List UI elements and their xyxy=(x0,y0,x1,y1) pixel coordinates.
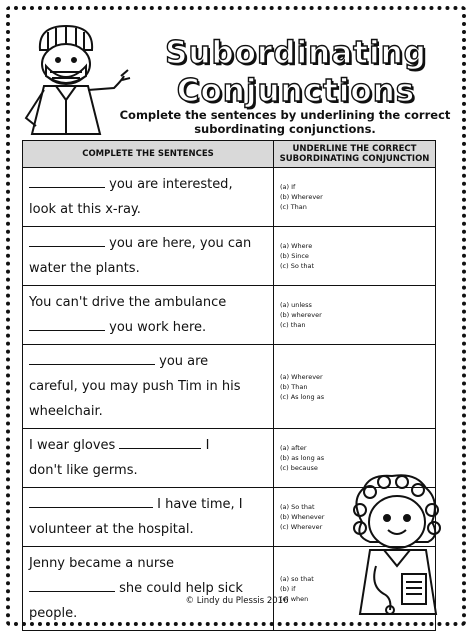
table-row xyxy=(23,488,436,547)
sentence-text: water the plants. xyxy=(29,261,140,276)
sentence-cell xyxy=(23,227,274,286)
table-row xyxy=(23,286,436,345)
option-a[interactable]: (a) unless xyxy=(280,301,312,309)
option-a[interactable]: (a) So that xyxy=(280,503,315,511)
answer-blank[interactable] xyxy=(29,234,105,247)
option-b[interactable]: (b) Wherever xyxy=(280,193,323,201)
sentence-text: people. xyxy=(29,606,78,621)
col-header-sentences: COMPLETE THE SENTENCES xyxy=(23,141,274,168)
options-cell xyxy=(274,429,436,488)
option-a[interactable]: (a) If xyxy=(280,183,296,191)
sentence-text: don't like germs. xyxy=(29,463,138,478)
options-cell xyxy=(274,286,436,345)
sentence-text: you work here. xyxy=(109,320,207,335)
table-row xyxy=(23,429,436,488)
option-b[interactable]: (b) Since xyxy=(280,252,309,260)
sentence-text: you are here, you can xyxy=(109,236,252,251)
options-cell xyxy=(274,227,436,286)
sentence-text: wheelchair. xyxy=(29,404,103,419)
sentence-text: you are interested, xyxy=(109,177,233,192)
sentence-cell xyxy=(23,286,274,345)
option-b[interactable]: (b) if xyxy=(280,584,296,593)
sentence-cell xyxy=(23,429,274,488)
option-b[interactable]: (b) Whenever xyxy=(280,513,325,521)
sentence-cell xyxy=(23,488,274,547)
table-row xyxy=(23,547,436,631)
option-c[interactable]: (c) As long as xyxy=(280,392,325,401)
option-c[interactable]: (c) So that xyxy=(280,262,315,270)
option-b[interactable]: (b) wherever xyxy=(280,311,322,319)
answer-blank[interactable] xyxy=(29,318,105,331)
sentence-text: I wear gloves xyxy=(29,438,116,453)
sentence-text: you are xyxy=(159,354,209,369)
option-a[interactable]: (a) after xyxy=(280,444,307,452)
title-line-1: Subordinating xyxy=(165,35,427,71)
worksheet-title xyxy=(146,34,446,110)
option-a[interactable]: (a) so that xyxy=(280,574,314,583)
sentence-cell xyxy=(23,168,274,227)
options-cell xyxy=(274,168,436,227)
col-header-conjunctions: UNDERLINE THE CORRECT SUBORDINATING CONJUNCTION xyxy=(274,141,436,168)
table-header-row xyxy=(23,141,436,168)
option-c[interactable]: (c) Wherever xyxy=(280,523,323,531)
copyright-notice: © Lindy du Plessis 2016 xyxy=(185,596,289,606)
exercise-table xyxy=(22,140,436,631)
option-a[interactable]: (a) Where xyxy=(280,242,313,250)
answer-blank[interactable] xyxy=(29,495,153,508)
option-a[interactable]: (a) Wherever xyxy=(280,372,323,381)
options-cell xyxy=(274,547,436,631)
answer-blank[interactable] xyxy=(119,436,201,449)
option-b[interactable]: (b) as long as xyxy=(280,454,325,462)
table-row xyxy=(23,168,436,227)
answer-blank[interactable] xyxy=(29,175,105,188)
sentence-text: volunteer at the hospital. xyxy=(29,522,194,537)
sentence-text: I xyxy=(205,438,210,453)
answer-blank[interactable] xyxy=(29,352,155,365)
option-c[interactable]: (c) when xyxy=(280,594,309,603)
sentence-text: careful, you may push Tim in his xyxy=(29,379,241,394)
sentence-text: You can't drive the ambulance xyxy=(29,295,227,310)
option-c[interactable]: (c) than xyxy=(280,321,306,329)
title-line-2: Conjunctions xyxy=(176,73,416,109)
option-b[interactable]: (b) Than xyxy=(280,382,308,391)
sentence-text: Jenny became a nurse xyxy=(29,556,174,571)
sentence-text: she could help sick xyxy=(119,581,243,596)
sentence-cell xyxy=(23,547,274,631)
option-c[interactable]: (c) because xyxy=(280,464,318,472)
answer-blank[interactable] xyxy=(29,579,115,592)
option-c[interactable]: (c) Than xyxy=(280,203,307,211)
table-row xyxy=(23,345,436,429)
sentence-cell xyxy=(23,345,274,429)
sentence-text: I have time, I xyxy=(157,497,243,512)
options-cell xyxy=(274,488,436,547)
table-row xyxy=(23,227,436,286)
sentence-text: look at this x-ray. xyxy=(29,202,141,217)
options-cell xyxy=(274,345,436,429)
instructions: Complete the sentences by underlining the correct subordinating conjunctions. xyxy=(119,108,451,136)
